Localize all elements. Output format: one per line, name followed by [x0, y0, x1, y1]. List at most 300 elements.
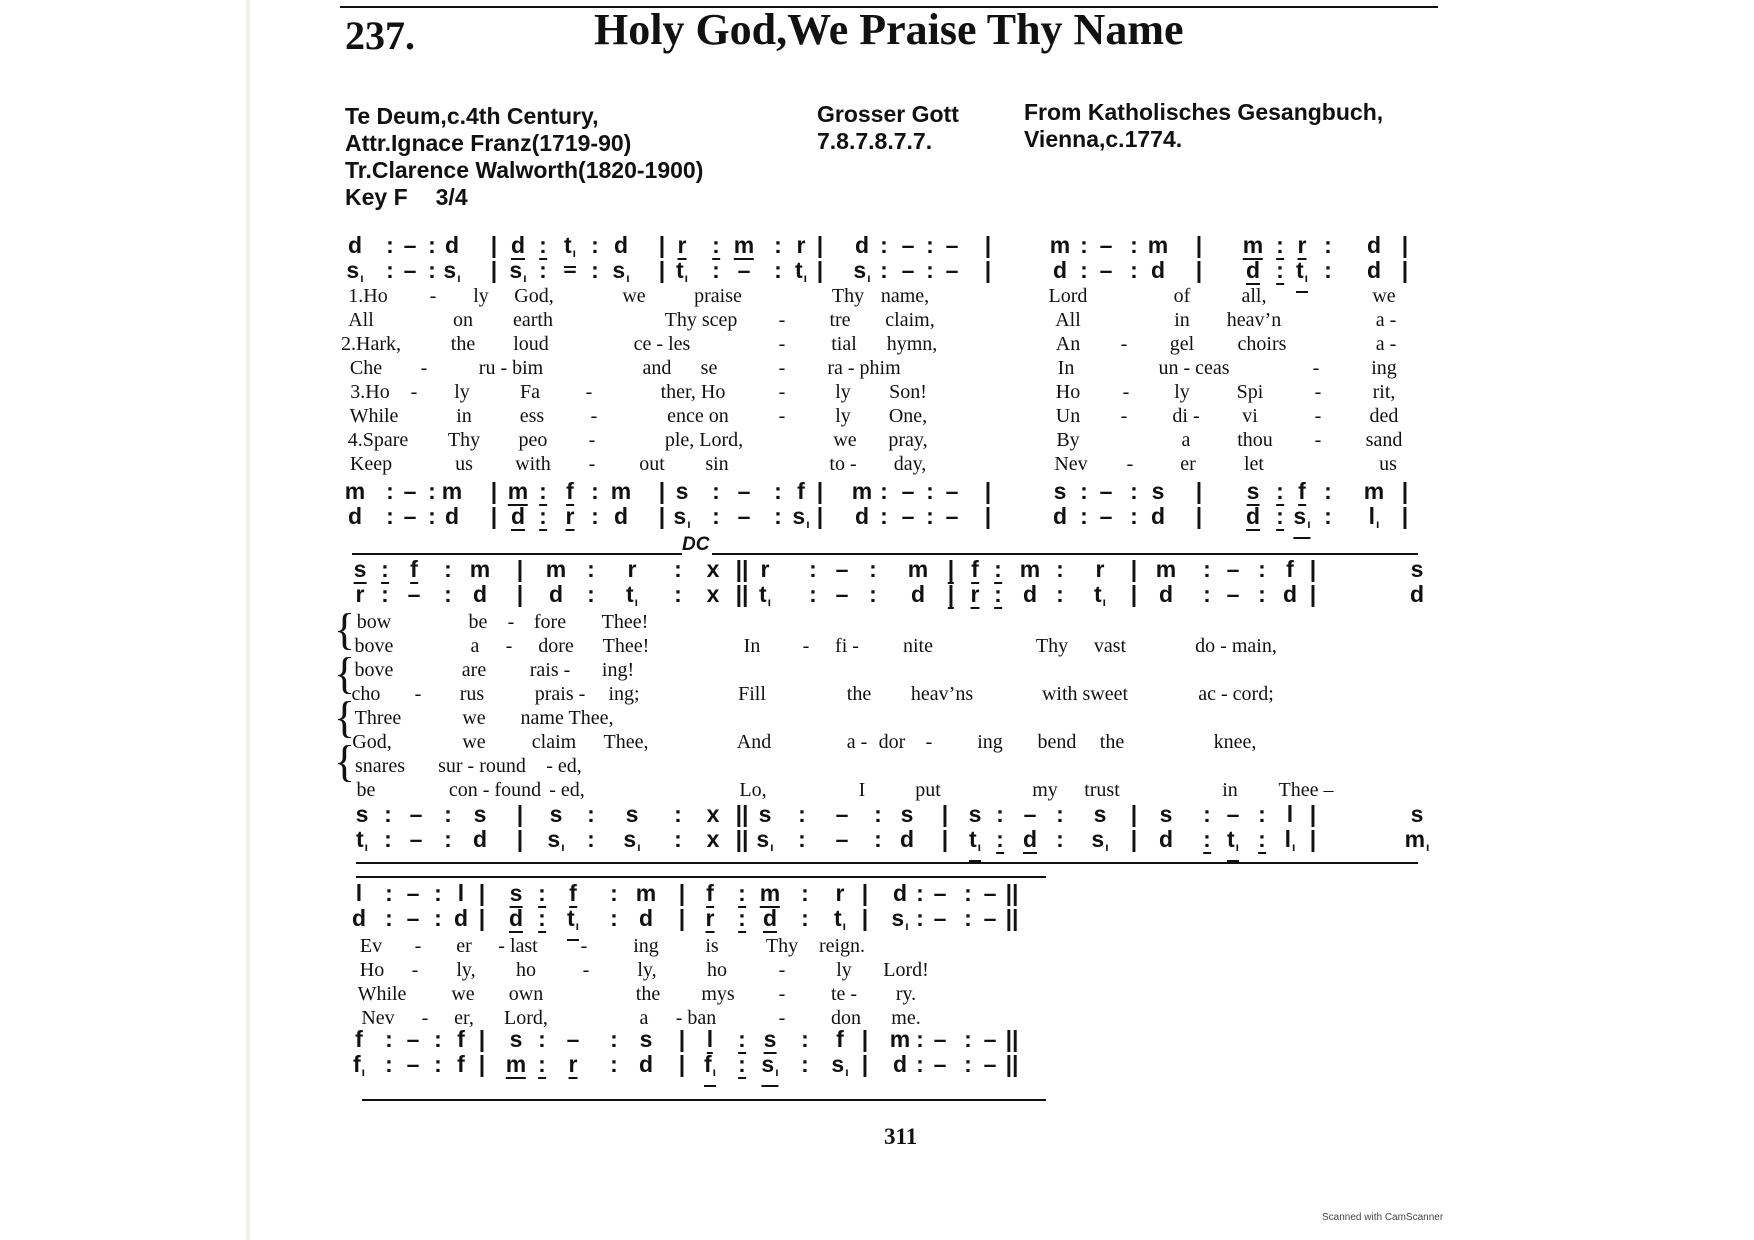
- solfa-note: $t_ı$: [1093, 581, 1107, 609]
- lyric-syllable: God,: [514, 285, 554, 307]
- octave-mark: ı: [684, 271, 689, 285]
- scanner-watermark: Scanned with CamScanner: [1322, 1212, 1444, 1223]
- solfa-note: :: [996, 826, 1004, 852]
- solfa-note: –: [901, 257, 915, 283]
- lyric-syllable: ded: [1369, 405, 1399, 427]
- solfa-note: m: [1019, 556, 1041, 582]
- solfa-note: :: [1276, 232, 1284, 258]
- lyric-syllable: Lord!: [883, 959, 929, 981]
- solfa-note: –: [1099, 478, 1113, 504]
- solfa-note: |: [1130, 826, 1138, 852]
- solfa-note: f: [706, 880, 714, 906]
- lyric-syllable: reign.: [818, 935, 866, 957]
- octave-mark: ı: [867, 271, 871, 285]
- solfa-note: ||: [1005, 880, 1019, 906]
- solfa-note: d: [1052, 257, 1068, 283]
- solfa-note: $l_ı$: [1368, 503, 1380, 531]
- solfa-note: :: [538, 905, 546, 931]
- solfa-note: :: [538, 1051, 546, 1077]
- solfa-note: $s_ı$: [346, 257, 364, 285]
- solfa-note: s: [355, 801, 369, 827]
- lyric-syllable: ly,: [637, 959, 657, 981]
- solfa-note: s: [639, 1026, 653, 1052]
- hymn-title: Holy God,We Praise Thy Name: [594, 5, 1184, 54]
- solfa-note: |: [478, 1026, 486, 1052]
- octave-mark: ı: [1105, 840, 1109, 854]
- solfa-note: :: [869, 556, 877, 582]
- solfa-note: –: [933, 905, 947, 931]
- solfa-note: |: [1309, 826, 1317, 852]
- solfa-note: :: [774, 503, 782, 529]
- solfa-note: d: [444, 232, 460, 258]
- solfa-note: f: [1286, 556, 1294, 582]
- solfa-note: :: [539, 232, 547, 258]
- solfa-note: $s_ı$: [547, 826, 565, 854]
- solfa-note: s: [353, 556, 367, 582]
- solfa-note: |: [1130, 556, 1138, 582]
- solfa-note: |: [861, 1051, 869, 1077]
- solfa-note: m: [505, 1051, 527, 1077]
- solfa-note: $s_ı$: [1293, 503, 1310, 539]
- solfa-note: :: [809, 581, 817, 607]
- lyric-syllable: out: [639, 453, 665, 475]
- lyric-syllable: -: [421, 1007, 429, 1029]
- solfa-note: :: [1276, 478, 1284, 504]
- credit-line: Tr.Clarence Walworth(1820-1900): [345, 157, 704, 183]
- lyric-syllable: un - ceas: [1158, 357, 1230, 379]
- lyric-syllable: 2.Hark,: [341, 333, 401, 355]
- solfa-note: |: [516, 556, 524, 582]
- octave-mark: ı: [770, 840, 774, 854]
- solfa-note: $s_ı$: [443, 257, 461, 285]
- lyric-syllable: ing: [633, 935, 659, 957]
- lyric-syllable: vast: [1093, 635, 1127, 657]
- time-signature: 3/4: [435, 184, 468, 210]
- solfa-note: –: [983, 880, 997, 906]
- solfa-note: x: [706, 581, 720, 607]
- lyric-syllable: dore: [538, 635, 574, 657]
- lyric-syllable: -: [414, 683, 422, 705]
- solfa-note: r: [627, 556, 637, 582]
- solfa-note: r: [565, 503, 575, 529]
- solfa-note: |: [816, 257, 824, 283]
- solfa-row: [0, 826, 1754, 854]
- lyric-syllable: loud: [513, 333, 549, 355]
- lyric-syllable: sur - round: [438, 755, 526, 777]
- lyric-brace: {: [334, 605, 356, 654]
- lyric-syllable: - ed,: [546, 755, 582, 777]
- octave-mark: ı: [1102, 595, 1107, 609]
- solfa-note: :: [587, 826, 595, 852]
- solfa-note: :: [386, 257, 394, 283]
- lyric-syllable: Spi: [1236, 381, 1264, 403]
- lyric-syllable: se: [700, 357, 718, 379]
- solfa-note: :: [539, 257, 547, 283]
- solfa-note: :: [428, 478, 436, 504]
- solfa-note: :: [880, 503, 888, 529]
- solfa-note: d: [854, 503, 870, 529]
- solfa-note: –: [403, 232, 417, 258]
- lyric-brace: {: [334, 693, 356, 742]
- lyric-syllable: - ban: [675, 1007, 717, 1029]
- lyric-syllable: tre: [829, 309, 851, 331]
- solfa-note: m: [507, 478, 529, 504]
- lyric-syllable: Ho: [359, 959, 385, 981]
- lyric-syllable: is: [705, 935, 719, 957]
- solfa-note: :: [738, 1051, 746, 1077]
- lyric-syllable: me.: [891, 1007, 921, 1029]
- solfa-note: |: [478, 1051, 486, 1077]
- solfa-note: d: [444, 503, 460, 529]
- octave-mark: ı: [561, 840, 565, 854]
- solfa-note: $s_ı$: [509, 257, 527, 285]
- solfa-note: l: [457, 880, 465, 906]
- solfa-note: –: [983, 1026, 997, 1052]
- octave-mark: ı: [1426, 840, 1430, 854]
- lyric-syllable: ce - les: [633, 333, 691, 355]
- lyric-syllable: bove: [354, 659, 394, 681]
- lyric-syllable: vi: [1242, 405, 1258, 427]
- lyric-syllable: a: [470, 635, 480, 657]
- solfa-note: s: [1053, 478, 1067, 504]
- solfa-note: $t_ı$: [564, 232, 576, 268]
- solfa-note: :: [674, 801, 682, 827]
- system-3-bottom-rule: [362, 1099, 1046, 1101]
- octave-mark: ı: [1376, 517, 1380, 531]
- solfa-note: :: [880, 232, 888, 258]
- solfa-note: :: [774, 257, 782, 283]
- lyric-syllable: An: [1055, 333, 1081, 355]
- solfa-note: d: [854, 232, 870, 258]
- lyric-syllable: in: [1174, 309, 1190, 331]
- lyric-syllable: Nev: [1054, 453, 1088, 475]
- solfa-note: r: [568, 1051, 578, 1077]
- solfa-note: –: [945, 232, 959, 258]
- solfa-note: :: [591, 232, 599, 258]
- solfa-note: :: [434, 1051, 442, 1077]
- solfa-note: |: [1401, 257, 1409, 283]
- solfa-note: :: [428, 232, 436, 258]
- solfa-row: [0, 556, 1754, 584]
- solfa-note: s: [1410, 801, 1424, 827]
- solfa-note: |: [984, 478, 992, 504]
- solfa-note: ||: [1005, 905, 1019, 931]
- solfa-note: r: [970, 581, 980, 607]
- text-credits: [345, 103, 703, 211]
- lyric-syllable: ing!: [601, 659, 635, 681]
- solfa-note: d: [347, 503, 363, 529]
- solfa-note: –: [403, 478, 417, 504]
- octave-mark: ı: [457, 271, 461, 285]
- solfa-note: –: [737, 503, 751, 529]
- solfa-note: r: [1095, 556, 1105, 582]
- solfa-note: f: [457, 1026, 465, 1052]
- lyric-syllable: In: [1057, 357, 1075, 379]
- lyric-syllable: -: [778, 309, 786, 331]
- solfa-note: d: [1366, 257, 1382, 283]
- solfa-note: –: [835, 826, 849, 852]
- solfa-note: m: [1363, 478, 1385, 504]
- lyric-syllable: -: [802, 635, 810, 657]
- lyric-syllable: ing: [1371, 357, 1397, 379]
- solfa-note: :: [774, 478, 782, 504]
- solfa-note: m: [469, 556, 491, 582]
- lyric-syllable: of: [1173, 285, 1191, 307]
- solfa-note: s: [758, 801, 772, 827]
- lyric-syllable: -: [778, 1007, 786, 1029]
- lyric-syllable: a -: [846, 731, 868, 753]
- solfa-note: :: [994, 581, 1002, 607]
- lyric-syllable: All: [348, 309, 374, 331]
- solfa-note: :: [1130, 232, 1138, 258]
- lyric-syllable: -: [778, 405, 786, 427]
- solfa-note: f: [1298, 478, 1306, 504]
- solfa-note: d: [1150, 257, 1166, 283]
- solfa-note: –: [1099, 232, 1113, 258]
- solfa-note: :: [1080, 503, 1088, 529]
- lyric-syllable: we: [833, 429, 857, 451]
- lyric-syllable: knee,: [1213, 731, 1257, 753]
- solfa-note: :: [1324, 503, 1332, 529]
- lyric-syllable: sin: [705, 453, 729, 475]
- lyric-syllable: with sweet: [1041, 683, 1129, 705]
- lyric-syllable: ac - cord;: [1198, 683, 1274, 705]
- lyric-syllable: Thy: [1035, 635, 1069, 657]
- lyric-syllable: put: [915, 779, 941, 801]
- solfa-note: –: [983, 905, 997, 931]
- lyric-syllable: ence on: [667, 405, 729, 427]
- solfa-note: s: [1093, 801, 1107, 827]
- lyric-syllable: ry.: [895, 983, 917, 1005]
- lyric-syllable: ru - bim: [478, 357, 544, 379]
- solfa-row: [0, 257, 1754, 285]
- lyric-syllable: sand: [1365, 429, 1403, 451]
- lyric-syllable: claim,: [885, 309, 935, 331]
- solfa-note: :: [1276, 503, 1284, 529]
- solfa-note: m: [635, 880, 657, 906]
- solfa-note: m: [1049, 232, 1071, 258]
- solfa-note: d: [638, 1051, 654, 1077]
- lyric-syllable: All: [1055, 309, 1081, 331]
- octave-mark: ı: [803, 271, 808, 285]
- solfa-note: :: [444, 826, 452, 852]
- solfa-note: :: [386, 232, 394, 258]
- lyric-syllable: the: [635, 983, 661, 1005]
- lyric-syllable: fore: [533, 611, 567, 633]
- solfa-note: –: [1226, 801, 1240, 827]
- solfa-note: :: [381, 581, 389, 607]
- lyric-syllable: the: [846, 683, 872, 705]
- lyric-syllable: a: [639, 1007, 649, 1029]
- lyric-syllable: a: [1181, 429, 1191, 451]
- octave-mark: ı: [712, 1065, 717, 1079]
- solfa-note: |: [516, 581, 524, 607]
- lyric-syllable: hymn,: [886, 333, 938, 355]
- octave-mark: ı: [523, 271, 527, 285]
- solfa-note: :: [712, 503, 720, 529]
- lyric-syllable: to -: [829, 453, 857, 475]
- solfa-note: –: [1023, 801, 1037, 827]
- solfa-note: l: [706, 1026, 714, 1052]
- solfa-note: :: [428, 257, 436, 283]
- solfa-note: f: [971, 556, 979, 582]
- solfa-note: d: [1150, 503, 1166, 529]
- solfa-note: d: [892, 880, 908, 906]
- solfa-note: –: [407, 581, 421, 607]
- lyric-syllable: -: [1314, 381, 1322, 403]
- solfa-note: :: [926, 503, 934, 529]
- solfa-note: |: [861, 905, 869, 931]
- lyric-syllable: heav’ns: [910, 683, 974, 705]
- solfa-note: |: [816, 232, 824, 258]
- solfa-note: d: [892, 1051, 908, 1077]
- lyric-syllable: -: [588, 453, 596, 475]
- lyric-syllable: ly: [1174, 381, 1190, 403]
- solfa-note: d: [1158, 826, 1174, 852]
- lyric-syllable: a -: [1375, 309, 1397, 331]
- solfa-note: |: [678, 905, 686, 931]
- lyric-syllable: be: [468, 611, 488, 633]
- system-3-top-rule: [356, 876, 1046, 878]
- lyric-syllable: all,: [1241, 285, 1267, 307]
- lyric-syllable: pray,: [888, 429, 928, 451]
- lyric-syllable: rit,: [1372, 381, 1396, 403]
- solfa-note: r: [760, 556, 770, 582]
- source-line: Vienna,c.1774.: [1024, 126, 1183, 152]
- octave-mark: ı: [364, 840, 369, 854]
- solfa-note: d: [1022, 581, 1038, 607]
- lyric-syllable: let: [1244, 453, 1264, 475]
- solfa-note: :: [738, 1026, 746, 1052]
- octave-mark: ı: [575, 919, 580, 933]
- lyric-syllable: -: [507, 611, 515, 633]
- solfa-note: d: [508, 905, 524, 931]
- solfa-note: l: [1286, 801, 1294, 827]
- solfa-note: :: [1324, 257, 1332, 283]
- lyric-syllable: -: [778, 983, 786, 1005]
- solfa-note: |: [658, 503, 666, 529]
- solfa-note: |: [1130, 581, 1138, 607]
- solfa-note: –: [901, 232, 915, 258]
- lyric-syllable: While: [349, 405, 399, 427]
- solfa-note: –: [835, 801, 849, 827]
- lyric-syllable: Three: [354, 707, 402, 729]
- lyric-syllable: Lo,: [739, 779, 767, 801]
- lyric-syllable: God,: [352, 731, 392, 753]
- solfa-note: d: [1052, 503, 1068, 529]
- octave-mark: ı: [1235, 840, 1240, 854]
- octave-mark: ı: [1304, 271, 1309, 285]
- solfa-row: [0, 478, 1754, 506]
- solfa-note: :: [385, 1051, 393, 1077]
- solfa-note: |: [984, 232, 992, 258]
- lyric-syllable: -: [414, 935, 422, 957]
- solfa-note: r: [705, 905, 715, 931]
- lyric-syllable: -: [925, 731, 933, 753]
- lyric-syllable: earth: [513, 309, 553, 331]
- solfa-note: :: [1258, 556, 1266, 582]
- dc-marker: DC: [682, 534, 710, 555]
- solfa-note: :: [712, 232, 720, 258]
- tune-meter: 7.8.7.8.7.7.: [817, 128, 933, 154]
- lyric-syllable: -: [778, 381, 786, 403]
- solfa-note: :: [869, 581, 877, 607]
- solfa-note: $l_ı$: [1284, 826, 1296, 854]
- solfa-note: m: [1155, 556, 1177, 582]
- lyric-syllable: Fa: [520, 381, 540, 403]
- lyric-syllable: with: [515, 453, 551, 475]
- solfa-note: m: [610, 478, 632, 504]
- lyric-syllable: Thy: [447, 429, 481, 451]
- credit-line: Te Deum,c.4th Century,: [345, 103, 599, 129]
- lyric-syllable: claim: [531, 731, 577, 753]
- lyric-syllable: -: [1120, 333, 1128, 355]
- solfa-note: |: [490, 232, 498, 258]
- solfa-note: d: [1022, 826, 1038, 852]
- solfa-note: d: [1158, 581, 1174, 607]
- lyric-syllable: we: [451, 983, 475, 1005]
- lyric-syllable: 4.Spare: [347, 429, 409, 451]
- solfa-note: f: [569, 880, 577, 906]
- solfa-note: $s_ı$: [1091, 826, 1109, 854]
- solfa-note: :: [539, 503, 547, 529]
- solfa-note: |: [490, 478, 498, 504]
- solfa-note: |: [1195, 257, 1203, 283]
- lyric-syllable: -: [429, 285, 437, 307]
- solfa-note: :: [538, 1026, 546, 1052]
- lyric-syllable: rais -: [529, 659, 571, 681]
- octave-mark: ı: [360, 271, 364, 285]
- lyric-syllable: Thy: [765, 935, 799, 957]
- solfa-note: $f_ı$: [352, 1051, 366, 1079]
- system-1-bottom-rule: [352, 553, 682, 555]
- solfa-note: s: [763, 1026, 777, 1052]
- octave-mark: ı: [806, 517, 810, 531]
- lyric-syllable: -: [778, 357, 786, 379]
- solfa-note: |: [478, 905, 486, 931]
- solfa-note: :: [1080, 232, 1088, 258]
- lyric-syllable: we: [622, 285, 646, 307]
- solfa-note: s: [1151, 478, 1165, 504]
- source-line: From Katholisches Gesangbuch,: [1024, 99, 1384, 125]
- solfa-note: |: [984, 257, 992, 283]
- solfa-note: :: [916, 880, 924, 906]
- solfa-note: :: [1258, 581, 1266, 607]
- lyric-brace: {: [334, 649, 356, 698]
- lyric-syllable: don: [831, 1007, 861, 1029]
- solfa-row: [0, 880, 1754, 908]
- octave-mark: ı: [626, 271, 630, 285]
- solfa-note: :: [385, 905, 393, 931]
- lyric-syllable: name,: [880, 285, 930, 307]
- solfa-note: –: [933, 880, 947, 906]
- solfa-note: $t_ı$: [625, 581, 639, 609]
- solfa-note: –: [406, 1026, 420, 1052]
- solfa-note: :: [964, 880, 972, 906]
- solfa-note: :: [434, 1026, 442, 1052]
- solfa-note: $t_ı$: [758, 581, 772, 609]
- solfa-note: :: [874, 801, 882, 827]
- solfa-note: –: [945, 257, 959, 283]
- lyric-syllable: Ev: [359, 935, 383, 957]
- octave-mark: ı: [775, 1065, 779, 1079]
- solfa-note: d: [472, 826, 488, 852]
- solfa-note: $t_ı$: [969, 826, 981, 862]
- solfa-note: :: [1276, 257, 1284, 283]
- lyric-syllable: Nev: [361, 1007, 395, 1029]
- lyric-syllable: peo: [518, 429, 548, 451]
- octave-mark: ı: [1307, 517, 1311, 531]
